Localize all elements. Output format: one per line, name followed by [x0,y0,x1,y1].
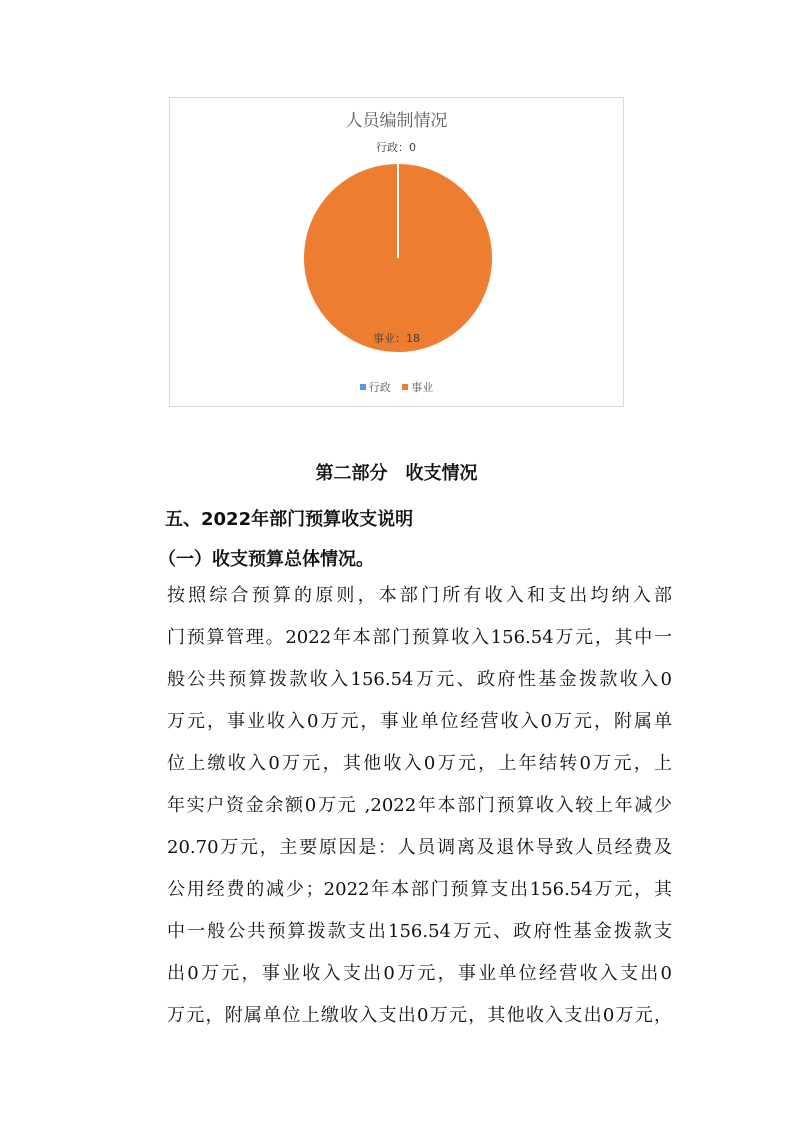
paragraph-line: 按照综合预算的原则，本部门所有收入和支出均纳入部 [167,585,672,606]
paragraph-line: 门预算管理。2022年本部门预算收入156.54万元，其中一 [167,627,672,648]
staffing-pie-chart [169,97,624,407]
legend-item-shiye [402,379,433,395]
pie-group [304,164,492,352]
paragraph-line: 中一般公共预算拨款支出156.54万元、政府性基金拨款支 [167,921,672,942]
paragraph-line: 般公共预算拨款收入156.54万元、政府性基金拨款收入0 [167,669,672,690]
legend-swatch [360,384,366,390]
paragraph-line: 位上缴收入0万元，其他收入0万元，上年结转0万元，上 [167,753,672,774]
paragraph-line: 20.70万元，主要原因是：人员调离及退休导致人员经费及 [167,837,672,858]
data-label-xingzheng: 行政：0 [376,141,416,154]
legend-item-xingzheng [360,379,391,395]
chart-legend [170,379,623,395]
paragraph-line: 万元，附属单位上缴收入支出0万元，其他收入支出0万元， [167,1005,672,1026]
section-title: 第二部分 收支情况 [315,463,478,484]
heading-sub-one: （一）收支预算总体情况。 [158,549,374,570]
legend-label: 行政 [368,381,391,394]
legend-swatch [402,384,408,390]
chart-title: 人员编制情况 [345,111,448,131]
paragraph-line: 万元，事业收入0万元，事业单位经营收入0万元，附属单 [167,711,672,732]
heading-five: 五、2022年部门预算收支说明 [165,509,414,530]
data-label-shiye: 事业：18 [373,332,420,345]
legend-label: 事业 [411,381,434,394]
paragraph-line: 年实户资金余额0万元 ,2022年本部门预算收入较上年减少 [167,795,672,816]
paragraph-line: 公用经费的减少；2022年本部门预算支出156.54万元，其 [167,879,672,900]
paragraph-line: 出0万元，事业收入支出0万元，事业单位经营收入支出0 [167,963,672,984]
